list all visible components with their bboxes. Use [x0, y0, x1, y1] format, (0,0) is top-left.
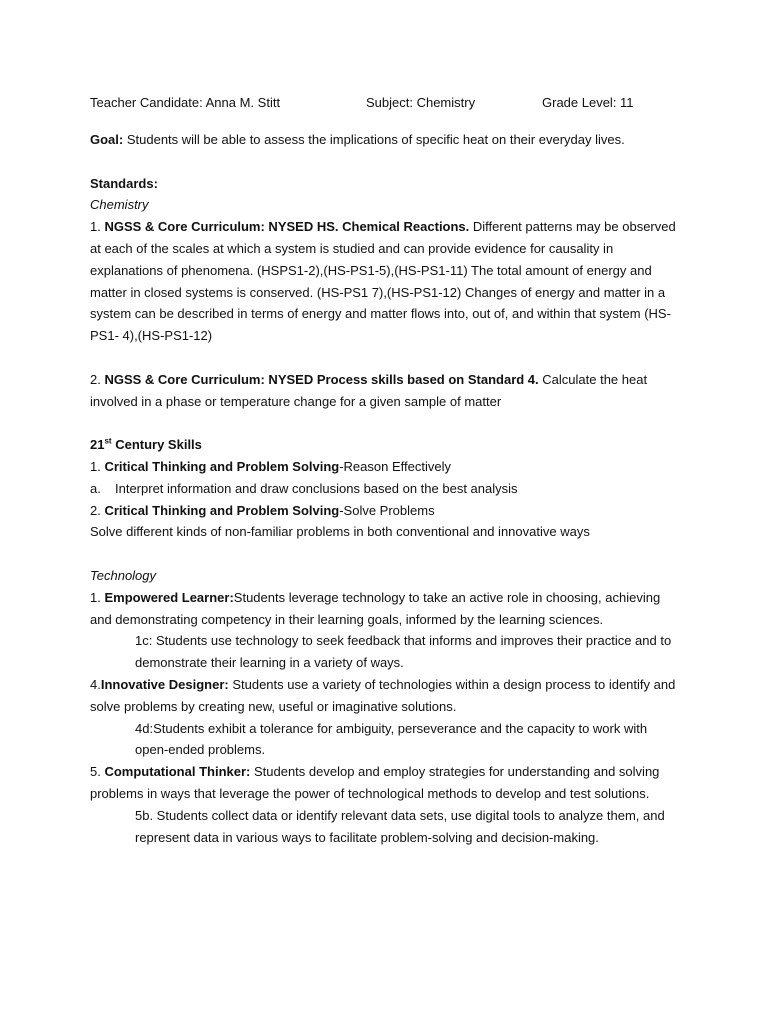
goal-label: Goal: — [90, 132, 124, 147]
technology-title: Innovative Designer: — [100, 676, 229, 692]
technology-item — [90, 761, 682, 805]
skill-item — [90, 456, 682, 478]
technology-sub-item: 5b. Students collect data or identify relevant data sets, use digital tools to analyze them, and represent data in various ways to facilitate problem-solving and decision-making. — [135, 807, 665, 845]
technology-text: Students leverage technology to take an active role in choosing, achieving and demonstrating competency in their learning goals, informed by the learning sciences. — [90, 589, 661, 627]
skill-title: Critical Thinking and Problem Solving — [104, 502, 340, 518]
goal-text: Students will be able to assess the implications of specific heat on their everyday lives. — [123, 132, 625, 147]
technology-sub-item: 4d:Students exhibit a tolerance for ambiguity, perseverance and the capacity to work with open-ended problems. — [135, 720, 648, 758]
standard-title: NGSS & Core Curriculum: NYSED Process skills based on Standard 4. — [104, 371, 539, 387]
standard-text: Calculate the heat involved in a phase or temperature change for a given sample of matter — [90, 371, 648, 409]
century-skills-heading — [90, 434, 682, 456]
heading-text: Century Skills — [111, 437, 202, 453]
technology-sub-item: 1c: Students use technology to seek feedback that informs and improves their practice and to demonstrate their learning in a variety of ways. — [135, 633, 672, 671]
sub-item-marker: a. — [90, 480, 101, 496]
skill-text: -Solve Problems — [339, 502, 435, 518]
technology-number: 4. — [90, 676, 101, 692]
skill-item — [90, 500, 682, 522]
technology-heading: Technology — [90, 567, 157, 583]
technology-number: 5. — [90, 764, 105, 780]
technology-title: Empowered Learner: — [104, 589, 234, 605]
technology-text: Students develop and employ strategies for understanding and solving problems in ways that leverage the power of technological methods to develop and test solutions. — [90, 764, 660, 801]
chemistry-heading: Chemistry — [90, 197, 149, 213]
sub-item-text: Interpret information and draw conclusions based on the best analysis — [115, 480, 518, 496]
heading-number: 21 — [90, 437, 105, 453]
standard-number: 2. — [90, 371, 105, 387]
skill-title: Critical Thinking and Problem Solving — [104, 458, 340, 474]
subject: Subject: Chemistry — [366, 95, 476, 110]
technology-item — [90, 674, 682, 718]
lesson-plan-content — [90, 92, 682, 848]
teacher-candidate: Teacher Candidate: Anna M. Stitt — [90, 95, 281, 110]
technology-text: Students use a variety of technologies within a design process to identify and solve problems by creating new, useful or imaginative solutions. — [90, 676, 676, 714]
goal-statement — [90, 129, 682, 151]
standards-heading: Standards: — [90, 175, 158, 191]
technology-item — [90, 587, 682, 631]
standard-item — [90, 369, 682, 413]
standard-item — [90, 216, 682, 347]
technology-number: 1. — [90, 589, 105, 605]
skill-sub-item — [90, 478, 682, 500]
heading-superscript: st — [104, 436, 112, 446]
technology-title: Computational Thinker: — [104, 764, 251, 780]
skill-number: 2. — [90, 502, 105, 518]
grade-level: Grade Level: 11 — [542, 95, 634, 110]
standard-text: Different patterns may be observed at each of the scales at which a system is studied and can provide evidence for causality in explanations of phenomena. (HSPS1-2),(HS-PS1-5),(HS-PS1-11) The total amount of energy and matter in closed systems is conserved. (HS-PS1 7),(HS-PS1-12) Changes of energy and matter in a system can be described in terms of energy and matter flows into, out of, and within that system (HS-PS1- 4),(HS-PS1-12) — [90, 219, 676, 344]
standard-title: NGSS & Core Curriculum: NYSED HS. Chemical Reactions. — [104, 219, 470, 235]
lesson-plan-header — [90, 92, 682, 114]
standard-number: 1. — [90, 219, 105, 235]
skill-text: -Reason Effectively — [339, 458, 451, 474]
skill-number: 1. — [90, 458, 105, 474]
skill-description: Solve different kinds of non-familiar problems in both conventional and innovative ways — [90, 524, 590, 540]
